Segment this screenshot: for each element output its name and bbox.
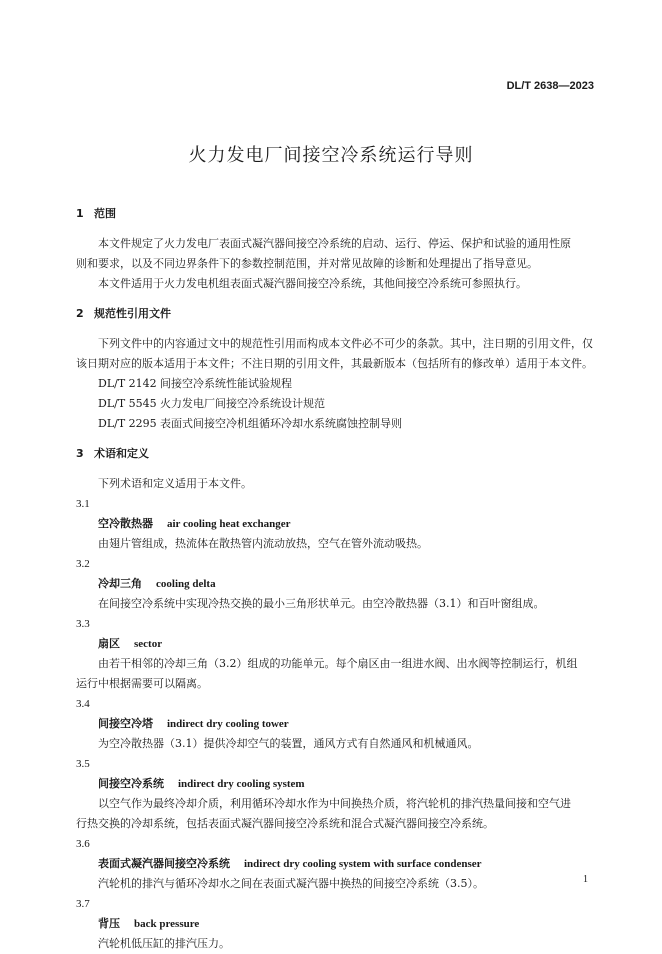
section-number: 3 bbox=[76, 447, 84, 460]
section-title: 术语和定义 bbox=[94, 447, 149, 460]
paragraph-line: 下列文件中的内容通过文中的规范性引用而构成本文件必不可少的条款。其中，注日期的引用文件，仅 bbox=[98, 337, 593, 350]
reference-title: 火力发电厂间接空冷系统设计规范 bbox=[160, 397, 325, 410]
reference-code: DL/T 2142 bbox=[98, 377, 157, 390]
term-heading bbox=[76, 714, 602, 734]
reference-title: 间接空冷系统性能试验规程 bbox=[160, 377, 292, 390]
term-zh: 表面式凝汽器间接空冷系统 bbox=[98, 857, 230, 870]
reference-item bbox=[76, 414, 602, 434]
term-heading bbox=[76, 854, 602, 874]
section-title: 规范性引用文件 bbox=[94, 307, 171, 320]
term-zh: 冷却三角 bbox=[98, 577, 142, 590]
term-definition: 为空冷散热器（3.1）提供冷却空气的装置，通风方式有自然通风和机械通风。 bbox=[98, 737, 479, 750]
term-heading bbox=[76, 914, 602, 934]
term-heading bbox=[76, 574, 602, 594]
section-number: 1 bbox=[76, 207, 84, 220]
paragraph: 下列术语和定义适用于本文件。 bbox=[98, 477, 252, 490]
section-number: 2 bbox=[76, 307, 84, 320]
paragraph-line: 本文件规定了火力发电厂表面式凝汽器间接空冷系统的启动、运行、停运、保护和试验的通用性原 bbox=[98, 237, 571, 250]
term-definition-continued: 运行中根据需要可以隔离。 bbox=[76, 677, 208, 690]
term-definition: 汽轮机的排汽与循环冷却水之间在表面式凝汽器中换热的间接空冷系统（3.5）。 bbox=[98, 877, 484, 890]
term-en: indirect dry cooling system bbox=[178, 778, 305, 790]
document-title: 火力发电厂间接空冷系统运行导则 bbox=[188, 145, 474, 166]
page-number: 1 bbox=[583, 874, 588, 885]
term-en: indirect dry cooling system with surface condenser bbox=[244, 858, 482, 870]
term-en: sector bbox=[134, 638, 163, 650]
term-number: 3.5 bbox=[76, 758, 90, 770]
term-definition: 汽轮机低压缸的排汽压力。 bbox=[98, 937, 230, 950]
term-heading bbox=[76, 634, 602, 654]
term-definition: 在间接空冷系统中实现冷热交换的最小三角形状单元。由空冷散热器（3.1）和百叶窗组成。 bbox=[98, 597, 545, 610]
term-number: 3.1 bbox=[76, 498, 90, 510]
term-zh: 背压 bbox=[98, 917, 120, 930]
reference-item bbox=[76, 394, 602, 414]
term-en: indirect dry cooling tower bbox=[167, 718, 289, 730]
reference-title: 表面式间接空冷机组循环冷却水系统腐蚀控制导则 bbox=[160, 417, 402, 430]
paragraph-line: 该日期对应的版本适用于本文件；不注日期的引用文件，其最新版本（包括所有的修改单）适用于本文件。 bbox=[76, 357, 593, 370]
standard-code: DL/T 2638—2023 bbox=[506, 80, 594, 92]
reference-code: DL/T 2295 bbox=[98, 417, 157, 430]
paragraph: 本文件适用于火力发电机组表面式凝汽器间接空冷系统，其他间接空冷系统可参照执行。 bbox=[98, 277, 527, 290]
section-heading-2 bbox=[76, 304, 602, 324]
term-number: 3.4 bbox=[76, 698, 90, 710]
reference-item bbox=[76, 374, 602, 394]
paragraph-line: 则和要求，以及不同边界条件下的参数控制范围，并对常见故障的诊断和处理提出了指导意见。 bbox=[76, 257, 538, 270]
term-zh: 间接空冷系统 bbox=[98, 777, 164, 790]
reference-code: DL/T 5545 bbox=[98, 397, 157, 410]
term-en: cooling delta bbox=[156, 578, 216, 590]
term-heading bbox=[76, 514, 602, 534]
term-number: 3.3 bbox=[76, 618, 90, 630]
term-zh: 间接空冷塔 bbox=[98, 717, 153, 730]
section-heading-1 bbox=[76, 204, 602, 224]
section-title: 范围 bbox=[94, 207, 116, 220]
document-body bbox=[76, 204, 602, 954]
term-zh: 空冷散热器 bbox=[98, 517, 153, 530]
term-number: 3.6 bbox=[76, 838, 90, 850]
term-definition-continued: 行热交换的冷却系统，包括表面式凝汽器间接空冷系统和混合式凝汽器间接空冷系统。 bbox=[76, 817, 494, 830]
term-definition: 由若干相邻的冷却三角（3.2）组成的功能单元。每个扇区由一组进水阀、出水阀等控制运行，机组 bbox=[98, 657, 578, 670]
section-heading-3 bbox=[76, 444, 602, 464]
term-en: air cooling heat exchanger bbox=[167, 518, 291, 530]
term-number: 3.7 bbox=[76, 898, 90, 910]
term-definition: 以空气作为最终冷却介质，利用循环冷却水作为中间换热介质，将汽轮机的排汽热量间接和空气进 bbox=[98, 797, 571, 810]
term-zh: 扇区 bbox=[98, 637, 120, 650]
term-number: 3.2 bbox=[76, 558, 90, 570]
term-definition: 由翅片管组成，热流体在散热管内流动放热，空气在管外流动吸热。 bbox=[98, 537, 428, 550]
term-en: back pressure bbox=[134, 918, 200, 930]
term-heading bbox=[76, 774, 602, 794]
